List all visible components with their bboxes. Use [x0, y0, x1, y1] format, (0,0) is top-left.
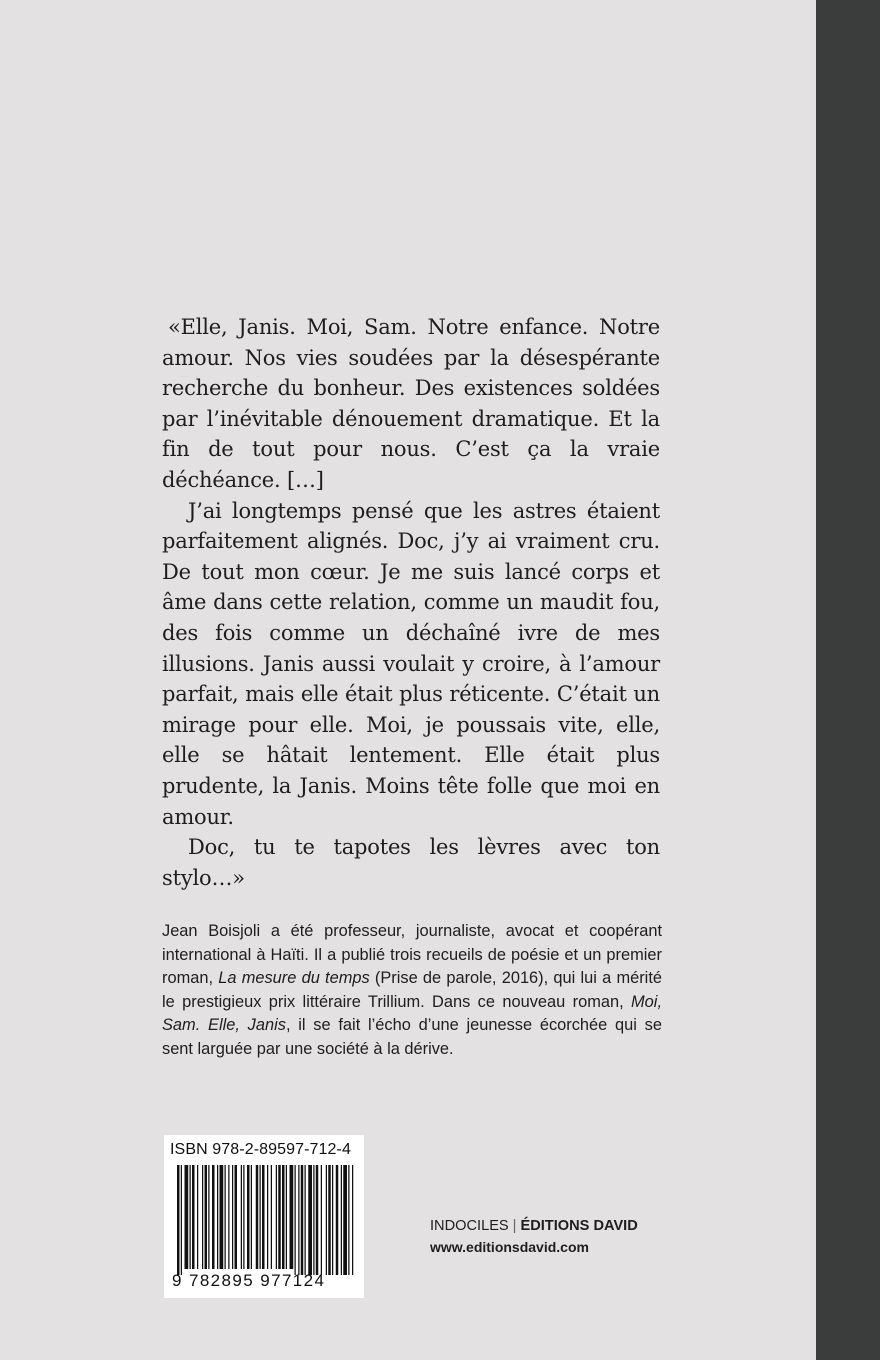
barcode-bar: [271, 1165, 272, 1269]
barcode-digits: 9 782895 977124: [172, 1271, 326, 1290]
collection-name: INDOCILES: [430, 1218, 509, 1234]
author-bio-paragraph: [162, 920, 662, 1062]
publisher-name: ÉDITIONS DAVID: [520, 1218, 638, 1234]
bio-text-1: Jean Boisjoli a été professeur, journaliste, avocat et coopérant international à Haïti. Il a publié trois recueils de poésie et un premier roman,: [162, 922, 662, 988]
barcode-bar: [290, 1165, 294, 1269]
barcode-bar: [185, 1165, 189, 1269]
bio-text-3: , il se fait l’écho d’une jeunesse écorchée qui se sent larguée par une société à la dérive.: [162, 1016, 662, 1058]
publisher-block: [430, 1215, 638, 1257]
barcode-bar: [260, 1165, 261, 1269]
barcode-bar: [177, 1165, 180, 1275]
barcode-bar: [225, 1165, 226, 1269]
barcode-bar: [321, 1165, 322, 1275]
barcode-bar: [247, 1165, 250, 1269]
bio-book-title-1: La mesure du temps: [218, 969, 370, 988]
isbn-barcode: [164, 1135, 364, 1298]
bio-text-2: (Prise de parole, 2016), qui lui a mérité le prestigieux prix littéraire Trillium. Dans ce nouveau roman,: [162, 969, 662, 1011]
barcode-bar: [243, 1165, 244, 1269]
barcode-bar: [197, 1165, 198, 1269]
barcode-bar: [217, 1165, 218, 1269]
barcode-bar: [192, 1165, 195, 1269]
barcode-bar: [276, 1165, 277, 1269]
publisher-line: [430, 1215, 638, 1237]
barcode-bar: [181, 1165, 182, 1275]
excerpt-paragraph-1: «Elle, Janis. Moi, Sam. Notre enfance. Notre amour. Nos vies soudées par la désespérante recherche du bonheur. Des existences soldées par l’inévitable dénouement dramatique. Et la fin de tout pour nous. C’est ça la vraie déchéance. […]: [162, 315, 660, 492]
barcode-bar: [208, 1165, 209, 1269]
barcode-bar: [308, 1165, 312, 1275]
spine-strip: [816, 0, 880, 1360]
isbn-label: ISBN 978-2-89597-712-4: [170, 1141, 351, 1158]
barcode-bar: [301, 1165, 304, 1275]
barcode-bar: [251, 1165, 252, 1269]
barcode-bar: [343, 1165, 347, 1275]
barcode-bar: [282, 1165, 285, 1269]
barcode-bar: [326, 1165, 327, 1275]
barcode-bar: [352, 1165, 353, 1275]
barcode-bar: [262, 1165, 265, 1269]
barcode-bar: [341, 1165, 342, 1275]
barcode-bar: [336, 1165, 339, 1275]
barcode-bar: [316, 1165, 319, 1275]
barcode-bar: [220, 1165, 224, 1269]
barcode-bar: [256, 1165, 259, 1269]
barcode-bar: [278, 1165, 281, 1269]
publisher-website[interactable]: www.editionsdavid.com: [430, 1239, 589, 1255]
barcode-bar: [267, 1165, 268, 1269]
barcode-bar: [241, 1165, 242, 1269]
barcode-bar: [328, 1165, 331, 1275]
author-bio: [162, 920, 662, 1062]
barcode-bar: [232, 1165, 233, 1269]
publisher-separator: |: [512, 1218, 517, 1234]
barcode-bar: [295, 1165, 296, 1275]
barcode-bar: [286, 1165, 287, 1269]
barcode-bar: [212, 1165, 215, 1269]
excerpt-paragraph-3: Doc, tu te tapotes les lèvres avec ton stylo…»: [162, 835, 660, 890]
barcode-bar: [298, 1165, 299, 1275]
barcode-bar: [202, 1165, 203, 1269]
barcode-bar: [313, 1165, 314, 1275]
barcode-bar: [348, 1165, 349, 1275]
barcode-bar: [228, 1165, 229, 1269]
barcode-bar: [235, 1165, 238, 1269]
barcode-bar: [205, 1165, 208, 1269]
back-cover-excerpt: [162, 312, 660, 893]
barcode-bar: [305, 1165, 306, 1275]
barcode-bar: [190, 1165, 191, 1269]
excerpt-paragraph-2: J’ai longtemps pensé que les astres étaient parfaitement alignés. Doc, j’y ai vraiment cru. De tout mon cœur. Je me suis lancé corps et âme dans cette relation, comme un maudit fou, des fois comme un déchaîné ivre de mes illusions. Janis aussi voulait y croire, à l’amour parfait, mais elle était plus réticente. C’était un mirage pour elle. Moi, je poussais vite, elle, elle se hâtait lentement. Elle était plus prudente, la Janis. Moins tête folle que moi en amour.: [162, 498, 660, 829]
bio-book-title-2: Moi, Sam. Elle, Janis: [162, 992, 662, 1035]
barcode-bar: [332, 1165, 333, 1275]
